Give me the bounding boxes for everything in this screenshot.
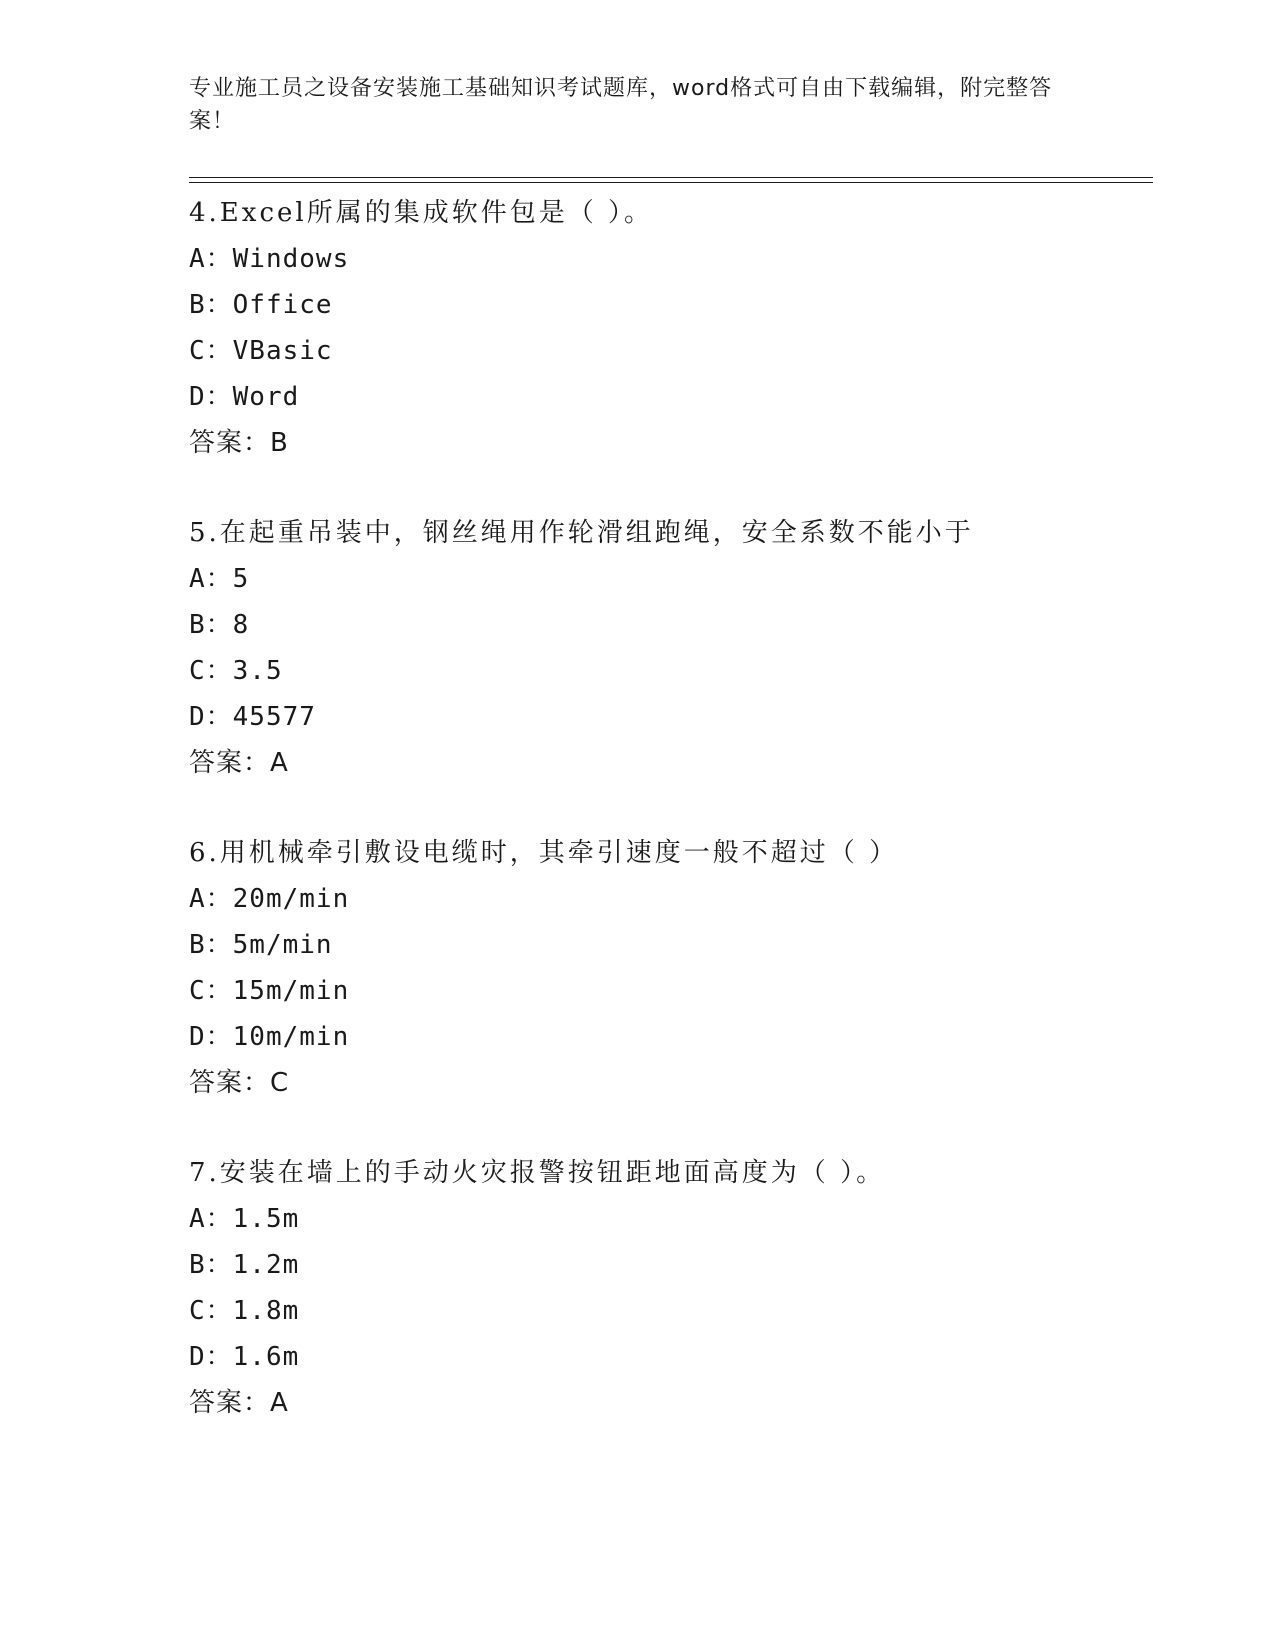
question-block [189, 190, 1153, 466]
question-stem: 6.用机械牵引敷设电缆时，其牵引速度一般不超过（ ） [189, 838, 899, 868]
option-b: B：Office [189, 290, 333, 320]
answer-label: 答案：A [189, 748, 289, 778]
option-c: C：3.5 [189, 656, 283, 686]
option-a: A：Windows [189, 244, 350, 274]
answer-label: 答案：B [189, 428, 289, 458]
header-divider-bottom [189, 182, 1153, 183]
option-d: D：Word [189, 382, 300, 412]
option-d: D：1.6m [189, 1342, 300, 1372]
question-block [189, 1150, 1153, 1426]
option-b: B：8 [189, 610, 250, 640]
answer-label: 答案：C [189, 1068, 290, 1098]
option-d: D：10m/min [189, 1022, 350, 1052]
option-c: C：15m/min [189, 976, 350, 1006]
option-d: D：45577 [189, 702, 316, 732]
question-block [189, 510, 1153, 786]
option-a: A：5 [189, 564, 250, 594]
option-c: C：1.8m [189, 1296, 300, 1326]
option-a: A：20m/min [189, 884, 350, 914]
option-c: C：VBasic [189, 336, 333, 366]
question-block [189, 830, 1153, 1106]
question-stem: 5.在起重吊装中，钢丝绳用作轮滑组跑绳，安全系数不能小于 [189, 518, 974, 548]
answer-label: 答案：A [189, 1388, 289, 1418]
option-b: B：5m/min [189, 930, 333, 960]
header-divider-top [189, 177, 1153, 178]
document-header: 专业施工员之设备安装施工基础知识考试题库，word格式可自由下载编辑，附完整答案！ [189, 76, 1053, 134]
option-a: A：1.5m [189, 1204, 300, 1234]
option-b: B：1.2m [189, 1250, 300, 1280]
question-stem: 4.Excel所属的集成软件包是（ ）。 [189, 198, 653, 228]
question-stem: 7.安装在墙上的手动火灾报警按钮距地面高度为（ ）。 [189, 1158, 886, 1188]
